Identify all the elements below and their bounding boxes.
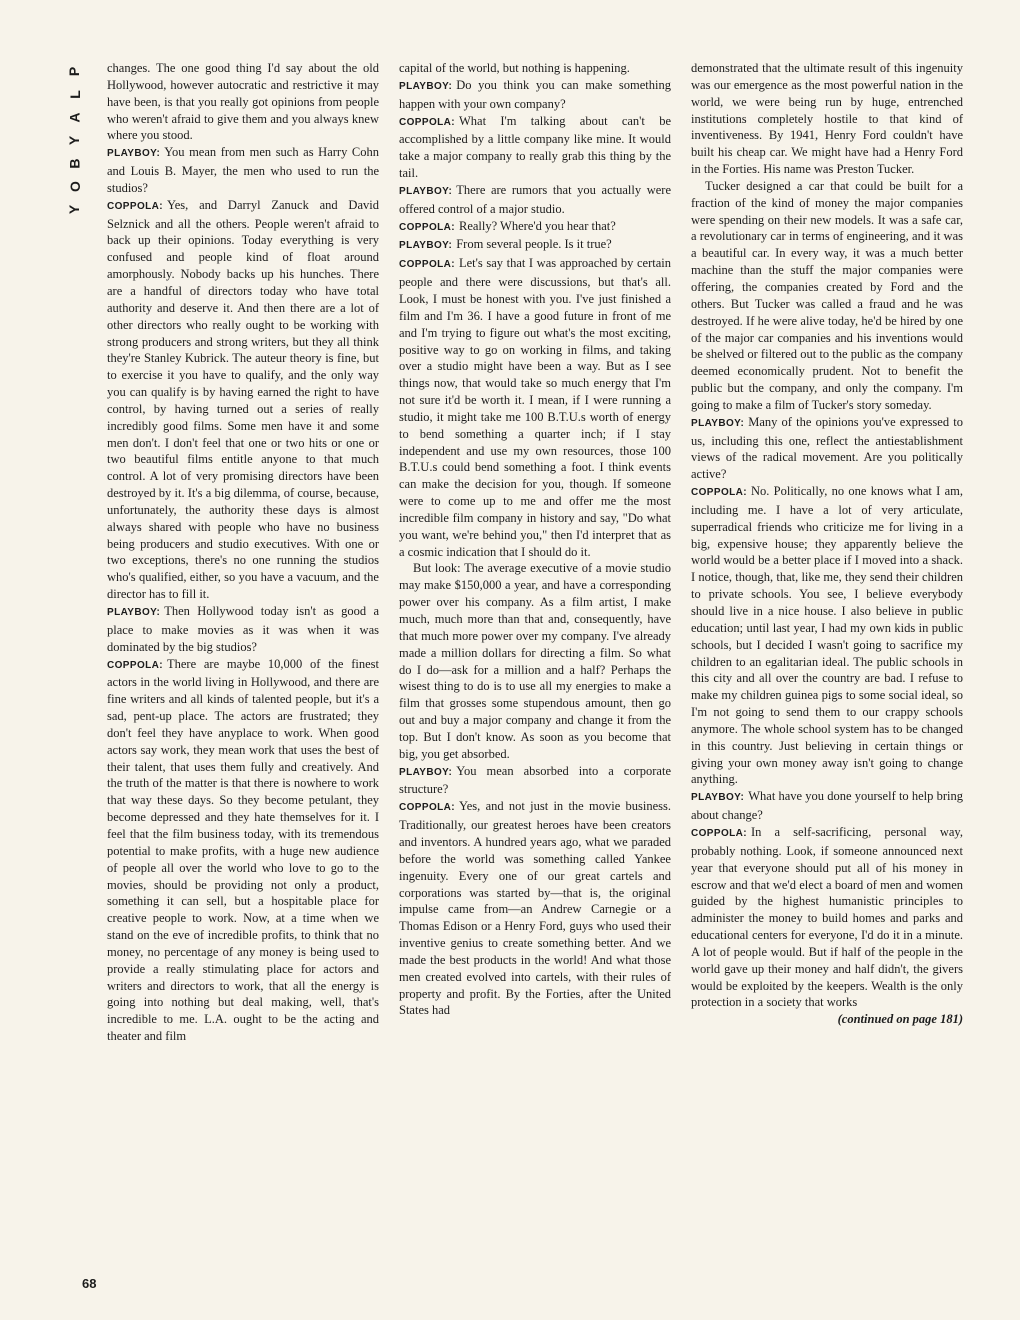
paragraph-text: But look: The average executive of a movie studio may make $150,000 a year, and have a corresponding power over his company. As a film artist, I make much, much more than that and, consequently, have that much more power over my company. I've already made a million dollars for directing a film. So what do I do—ask for a million and a half? Perhaps the wisest thing to do is to use all my energies to make a film that grosses some stupendous amount, then go out and buy a major company and change it from the top. But I don't know. As soon as you become that big, you get absorbed. <box>399 561 671 761</box>
page-number: 68 <box>82 1276 97 1291</box>
interview-paragraph <box>691 483 963 788</box>
paragraph-text: You mean absorbed into a corporate structure? <box>399 763 671 797</box>
logo-letter: A <box>66 112 83 123</box>
interview-paragraph <box>399 77 671 113</box>
speaker-label: COPPOLA: <box>399 116 455 128</box>
logo-letter: P <box>66 66 83 77</box>
interview-paragraph <box>399 182 671 218</box>
paragraph-text: Do you think you can make something happen with your own company? <box>399 77 671 111</box>
article-column-1 <box>107 60 379 1045</box>
interview-paragraph <box>399 236 671 255</box>
body-paragraph <box>691 60 963 178</box>
interview-paragraph <box>691 824 963 1011</box>
paragraph-text: You mean from men such as Harry Cohn and Louis B. Mayer, the men who used to run the studios? <box>107 145 379 195</box>
speaker-label: PLAYBOY: <box>107 607 161 618</box>
speaker-label: COPPOLA: <box>107 200 163 212</box>
paragraph-text: What have you done yourself to help bring about change? <box>691 789 963 823</box>
continued-note: (continued on page 181) <box>837 1012 963 1027</box>
paragraph-text: Tucker designed a car that could be built for a fraction of the kind of money the major companies were spending on their new models. It was a safe car, a revolutionary car in terms of engineering, and it was a beautiful car. In every way, it was a much better machine than the stuff the major companies were offering, the companies created by Ford and the others. But Tucker was called a fraud and he was destroyed. If he were alive today, he'd be hired by one of the major car companies and his inventions would be shelved or filtered out to the public as the company deemed economically prudent. Not to benefit the public but the company, and only the company. I'm going to make a film of Tucker's story someday. <box>691 178 963 412</box>
body-paragraph <box>691 178 963 414</box>
paragraph-text: demonstrated that the ultimate result of this ingenuity was our emergence as the most powerful nation in the world, we were being run by huge, entrenched institutions completely hostile to that kind of inventiveness. By 1941, Henry Ford couldn't have built his cheap car. We might have had a Henry Ford in the Forties. His name was Preston Tucker. <box>691 61 963 177</box>
logo-letter: L <box>66 90 83 99</box>
speaker-label: PLAYBOY: <box>399 240 453 252</box>
logo-letter: Y <box>66 135 83 146</box>
paragraph-text: Yes, and not just in the movie business. Traditionally, our greatest heroes have been creators and inventors. A hundred years ago, what we paraded before the world was something called Yankee ingenuity. Every one of our great cartels and corporations was started by—that is, the original impulse came from—an Andrew Carnegie or a Thomas Edison or a Henry Ford, guys who used their inventive genius to create something better. And we made the best products in the world! And what those men created evolved into cartels, with their rules of property and profit. By the Forties, after the United States had <box>399 799 671 1018</box>
interview-paragraph <box>107 144 379 197</box>
interview-paragraph <box>107 656 379 1045</box>
interview-paragraph <box>691 788 963 824</box>
paragraph-text: What I'm talking about can't be accomplished by a little company like mine. It would take a major company to really grab this thing by the tail. <box>399 113 671 181</box>
paragraph-text: In a self-sacrificing, personal way, probably nothing. Look, if someone announced next year that everyone should put all of his money in escrow and that we'd elect a board of men and women guided by the highest humanistic principles to administer the money to build homes and parks and educational centers for everyone, I'd do it in a minute. A lot of people would. But if half of the people in the world gave up their money and half didn't, the givers would be exploited by the keepers. Wealth is the only protection in a society that works <box>691 824 963 1010</box>
body-paragraph <box>399 60 671 77</box>
paragraph-text: Then Hollywood today isn't as good a place to make movies as it was when it was dominated by the big studios? <box>107 604 379 654</box>
paragraph-text: There are maybe 10,000 of the finest actors in the world living in Hollywood, and there are fine writers and all kinds of talented people, but it's a sad, pent-up place. The actors are frustrated; they don't feel they have anyplace to work. When good actors say work, they mean work that uses the best of their talent, that uses them fully and creatively. And the truth of the matter is that there is nowhere to work that way these days. So they become petulant, they become depressed and they hate themselves for it. I feel that the film business today, with its tremendous potential to make profits, with a huge new audience of people all over the world who love to go to the movies, should be providing not only a product, something it can sell, but a hospitable place for creative people to work. Now, at a time when we stand on the eve of incredible profits, to think that no money, no percentage of any money is being used to provide a really stimulating place for actors and writers and directors to work, that all the energy is going into nothing but deal making, well, that's incredible to me. L.A. ought to be the acting and theater and film <box>107 656 379 1044</box>
logo-letter: B <box>66 158 83 169</box>
interview-paragraph <box>107 197 379 603</box>
paragraph-text: Many of the opinions you've expressed to us, including this one, reflect the antiestablishment views of the radical movement. Are you politically active? <box>691 414 963 482</box>
interview-paragraph <box>691 414 963 483</box>
paragraph-text: No. Politically, no one knows what I am, including me. I have a lot of very articulate, superradical friends who criticize me for living in a big, expensive house; they apparently believe the world would be a better place if I moved into a shack. I notice, though, that, like me, they send their children to private schools. You see, I believe everybody should live in a nice house. I also believe in public education; until last year, I had my own kids in public schools, but I decided I wasn't going to sacrifice my children to an egalitarian ideal. The public schools in this city and all over the country are bad. I refuse to make my children guinea pigs to some social ideal, so I'm not going to send them to our crappy schools anymore. The whole school system has to be changed in this country. Just believing in certain things or giving your own money away isn't going to change anything. <box>691 484 963 787</box>
article-column-2 <box>399 60 671 1019</box>
paragraph-text: capital of the world, but nothing is happening. <box>399 61 630 75</box>
speaker-label: COPPOLA: <box>399 802 455 814</box>
paragraph-text: Really? Where'd you hear that? <box>458 218 616 233</box>
speaker-label: COPPOLA: <box>691 487 747 499</box>
speaker-label: PLAYBOY: <box>691 792 745 804</box>
paragraph-text: Yes, and Darryl Zanuck and David Selznick and all the others. People weren't afraid to back up their opinions. Today everything is very confused and people kind of float around amorphously. Nobody backs up his hunches. There are a handful of directors today who have total authority and deserve it. And then there are a lot of other directors who really ought to be working with strong producers and strong writers, but they all think they're Stanley Kubrick. The auteur theory is fine, but to exercise it you have to qualify, and the only way you can qualify is by having earned the right to have control, by having turned out a series of really incredibly good films. Some men have it and some men don't. I don't feel that one or two hits or one or two beautiful films entitle anyone to that much control. A lot of very promising directors have been destroyed by it. It's a big dilemma, of course, because, unfortunately, the authority these days is almost always shared with people who have no business being producers and studio executives. With one or two exceptions, there's no one running the studios who's qualified, either, so you have a vacuum, and the director has to fill it. <box>107 197 379 602</box>
speaker-label: PLAYBOY: <box>399 185 453 197</box>
interview-paragraph <box>399 218 671 237</box>
speaker-label: COPPOLA: <box>107 659 163 671</box>
speaker-label: PLAYBOY: <box>399 80 453 92</box>
paragraph-text: changes. The one good thing I'd say about the old Hollywood, however autocratic and restrictive it may have been, is that you really got opinions from people who weren't afraid to give them and you always knew where you stood. <box>107 61 379 143</box>
article-column-3 <box>691 60 963 1028</box>
interview-paragraph <box>399 255 671 560</box>
logo-letter: Y <box>66 204 83 215</box>
speaker-label: COPPOLA: <box>691 827 747 839</box>
speaker-label: PLAYBOY: <box>107 148 161 160</box>
interview-paragraph <box>399 798 671 1019</box>
speaker-label: PLAYBOY: <box>399 766 453 778</box>
logo-letter: O <box>66 181 83 192</box>
paragraph-text: There are rumors that you actually were offered control of a major studio. <box>399 182 671 216</box>
speaker-label: COPPOLA: <box>399 259 455 271</box>
paragraph-text: Let's say that I was approached by certain people and there were discussions, but that's all. Look, I must be honest with you. I've just finished a film and I'm 36. I have a good future in front of me and I'm trying to figure out what's the most exciting, positive way to go on working in films, and taking over a studio might have been a way. But as I see things now, that would take so much energy that I'm not sure it'd be worth it. I mean, if I were running a studio, it might take me 100 B.T.U.s worth of energy to bend something a quarter inch; if I stay independent and use my own resources, those 100 B.T.U.s could bend something a foot. I think events can make the decision for you, though. If someone were to come up to me and offer me the most incredible film company in history and say, "Do what you want, we're behind you," then I'd interpret that as a cosmic indication that I should do it. <box>399 256 671 559</box>
running-head-logo <box>62 60 88 221</box>
speaker-label: COPPOLA: <box>399 221 455 233</box>
paragraph-text: From several people. Is it true? <box>456 237 612 252</box>
body-paragraph <box>399 560 671 762</box>
body-paragraph <box>107 60 379 144</box>
interview-paragraph <box>399 763 671 799</box>
interview-paragraph <box>107 603 379 656</box>
interview-paragraph <box>399 113 671 182</box>
speaker-label: PLAYBOY: <box>691 417 745 429</box>
